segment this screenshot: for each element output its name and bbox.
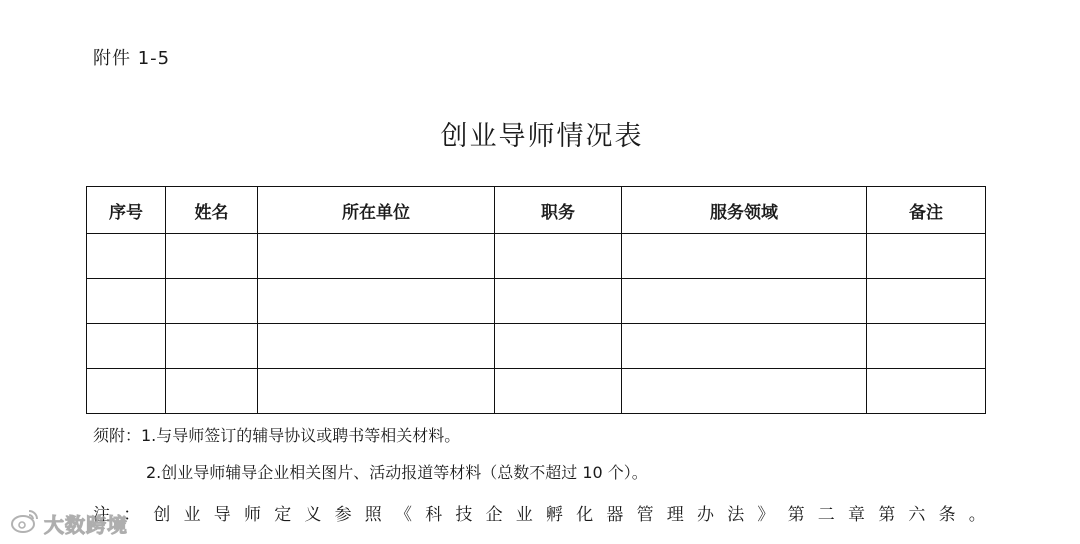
table-row — [87, 234, 986, 279]
table-cell[interactable] — [258, 234, 495, 279]
table-cell[interactable] — [867, 279, 986, 324]
table-row — [87, 324, 986, 369]
table-cell[interactable] — [867, 324, 986, 369]
column-header-position: 职务 — [495, 187, 622, 234]
weibo-logo-icon — [10, 508, 40, 538]
column-header-organization: 所在单位 — [258, 187, 495, 234]
table-cell[interactable] — [166, 279, 258, 324]
table-cell[interactable] — [87, 324, 166, 369]
table-cell[interactable] — [495, 324, 622, 369]
table-cell[interactable] — [495, 369, 622, 414]
table-cell[interactable] — [166, 369, 258, 414]
attachment-note-1: 须附：1.与导师签订的辅导协议或聘书等相关材料。 — [93, 426, 461, 445]
table-cell[interactable] — [87, 234, 166, 279]
table-cell[interactable] — [258, 279, 495, 324]
watermark — [10, 508, 128, 538]
column-header-index: 序号 — [87, 187, 166, 234]
column-header-remarks: 备注 — [867, 187, 986, 234]
mentor-table — [86, 186, 986, 414]
attachment-note-2: 2.创业导师辅导企业相关图片、活动报道等材料（总数不超过 10 个）。 — [146, 463, 648, 482]
table-cell[interactable] — [622, 324, 867, 369]
table-cell[interactable] — [166, 234, 258, 279]
table-cell[interactable] — [867, 234, 986, 279]
table-row — [87, 279, 986, 324]
table-cell[interactable] — [258, 369, 495, 414]
column-header-name: 姓名 — [166, 187, 258, 234]
table-cell[interactable] — [622, 279, 867, 324]
column-header-service-field: 服务领域 — [622, 187, 867, 234]
table-cell[interactable] — [495, 234, 622, 279]
table-cell[interactable] — [867, 369, 986, 414]
table-cell[interactable] — [495, 279, 622, 324]
table-cell[interactable] — [622, 234, 867, 279]
table-header-row — [87, 187, 986, 234]
table-cell[interactable] — [166, 324, 258, 369]
watermark-text: 大数跨境 — [44, 512, 128, 537]
table-cell[interactable] — [87, 369, 166, 414]
table-row — [87, 369, 986, 414]
attachment-label: 附件 1-5 — [93, 48, 171, 69]
table-cell[interactable] — [622, 369, 867, 414]
table-cell[interactable] — [87, 279, 166, 324]
table-cell[interactable] — [258, 324, 495, 369]
page-title: 创业导师情况表 — [440, 121, 644, 152]
definition-note: 注：创业导师定义参照《科技企业孵化器管理办法》第二章第六条。 — [93, 505, 999, 525]
